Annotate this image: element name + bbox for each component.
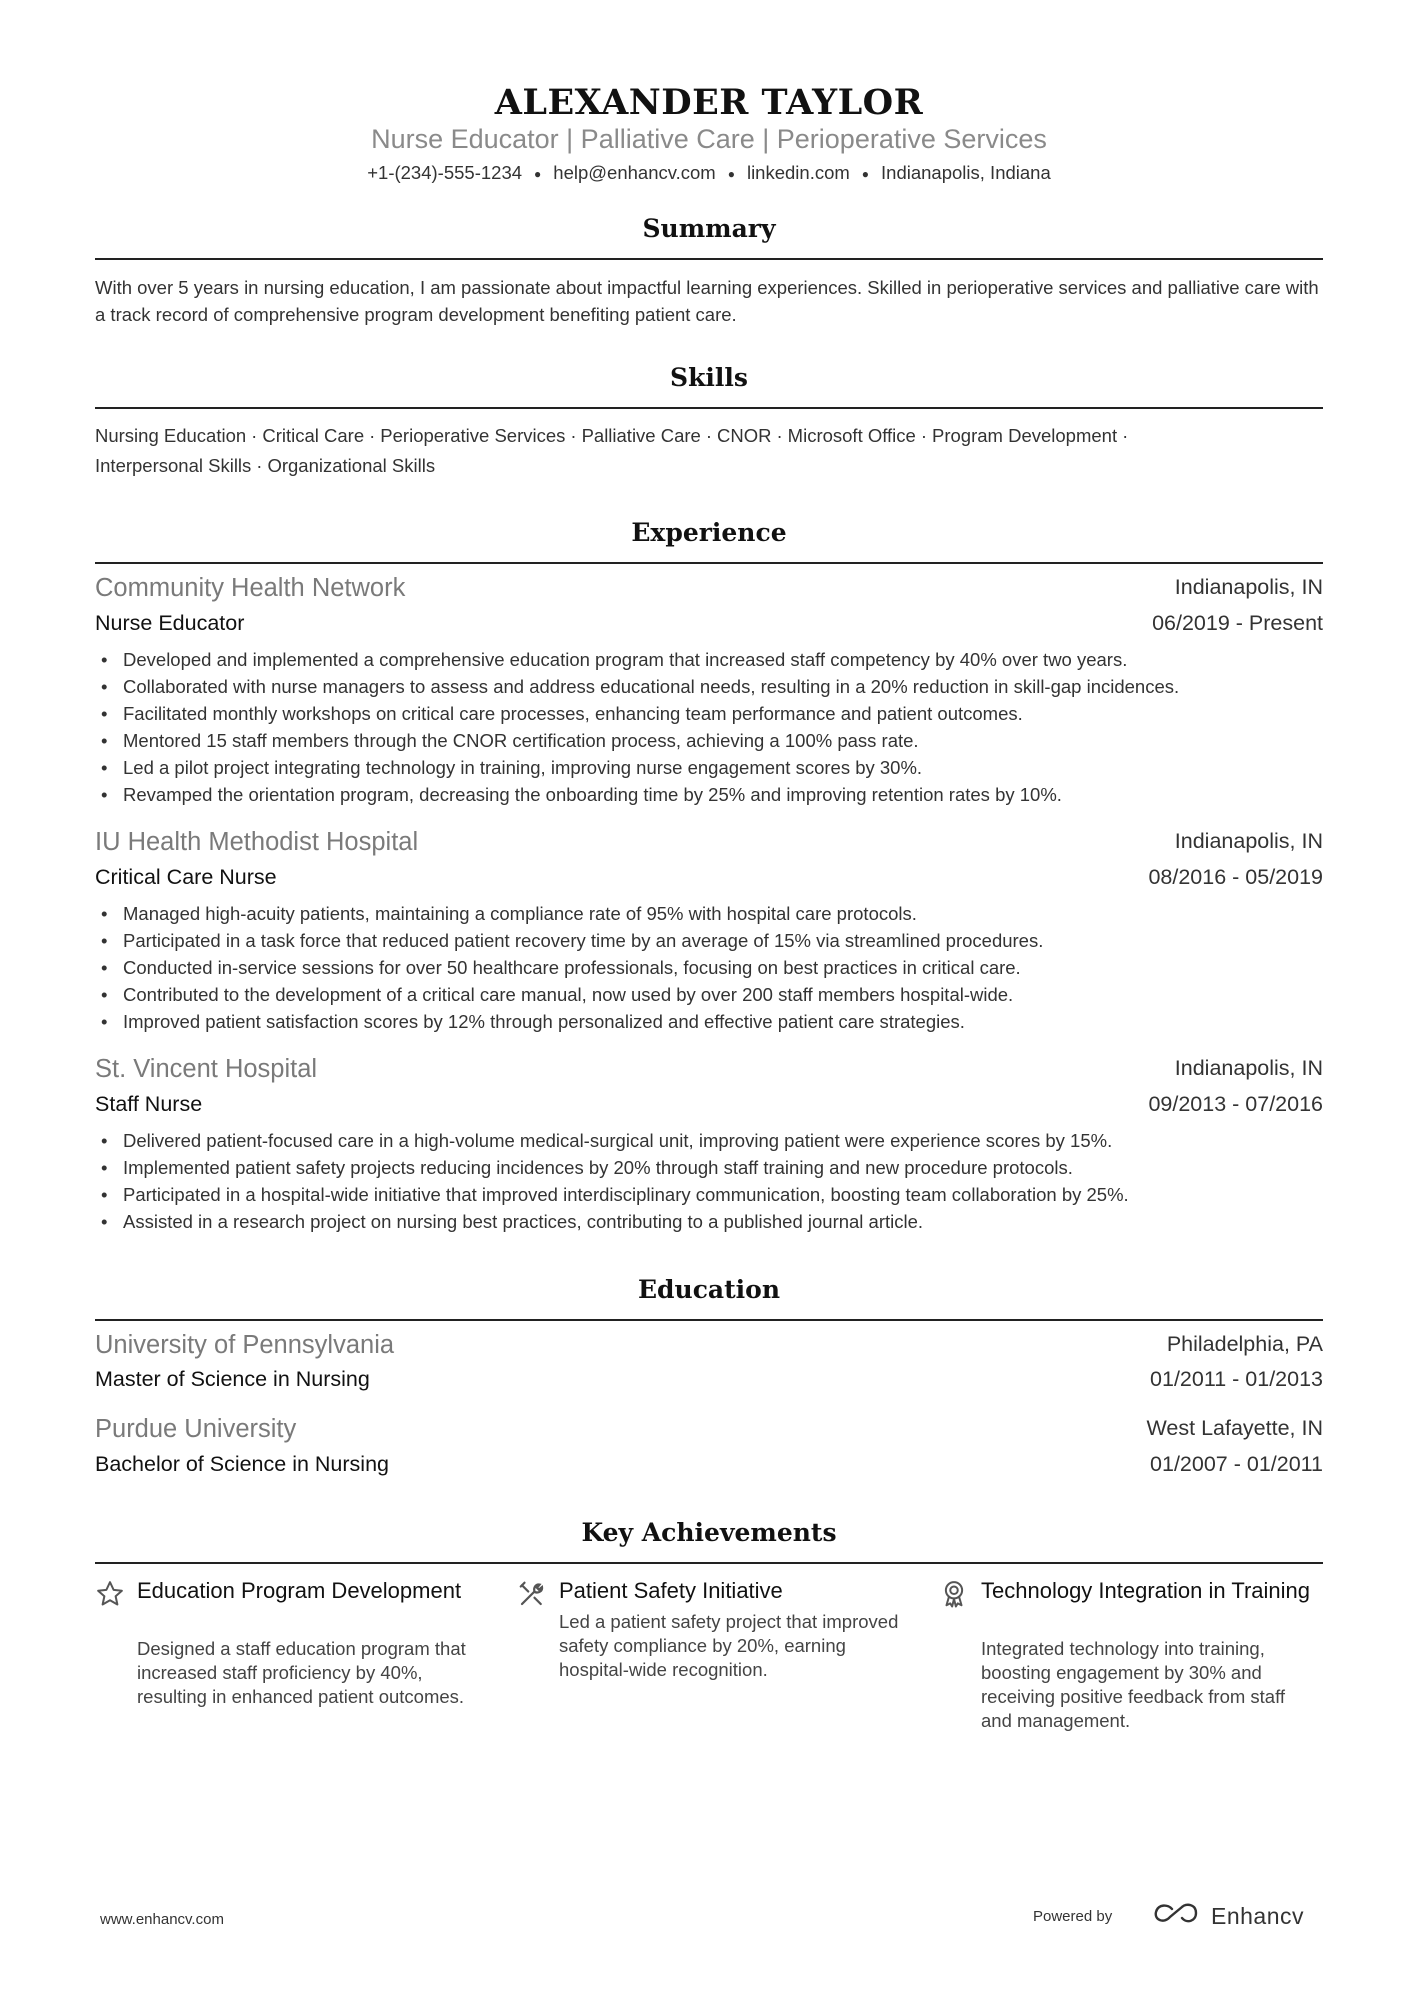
skill-item: Critical Care bbox=[262, 425, 365, 446]
job-bullets bbox=[95, 900, 1323, 1035]
job-location: Indianapolis, IN bbox=[1174, 575, 1323, 599]
list-item: • Facilitated monthly workshops on critical care processes, enhancing team performance and patient outcomes. bbox=[95, 700, 1323, 727]
achievements-divider bbox=[95, 1562, 1323, 1564]
contact-linkedin[interactable]: linkedin.com bbox=[746, 162, 850, 183]
summary-divider bbox=[95, 258, 1323, 260]
job-role: Nurse Educator bbox=[95, 611, 245, 635]
school-dates: 01/2007 - 01/2011 bbox=[1150, 1452, 1323, 1476]
tools-icon bbox=[517, 1579, 547, 1609]
school-location: Philadelphia, PA bbox=[1166, 1332, 1323, 1356]
candidate-title: Nurse Educator | Palliative Care | Perioperative Services bbox=[371, 124, 1047, 154]
list-item: • Developed and implemented a comprehensive education program that increased staff competency by 40% over two years. bbox=[95, 646, 1323, 673]
job-role: Staff Nurse bbox=[95, 1092, 203, 1116]
job-location: Indianapolis, IN bbox=[1174, 1056, 1323, 1080]
job-dates: 09/2013 - 07/2016 bbox=[1148, 1092, 1323, 1116]
list-item: • Mentored 15 staff members through the CNOR certification process, achieving a 100% pass rate. bbox=[95, 727, 1323, 754]
skill-item: Nursing Education bbox=[95, 425, 247, 446]
achievement-description: Integrated technology into training, boosting engagement by 30% and receiving positive feedback from staff and management. bbox=[981, 1638, 1286, 1731]
candidate-name: ALEXANDER TAYLOR bbox=[494, 82, 924, 123]
job-dates: 08/2016 - 05/2019 bbox=[1148, 865, 1323, 889]
contact-line bbox=[95, 162, 1323, 184]
skill-item: Microsoft Office bbox=[787, 425, 916, 446]
list-item: • Assisted in a research project on nursing best practices, contributing to a published journal article. bbox=[95, 1208, 1323, 1235]
skills-list bbox=[95, 421, 1323, 481]
contact-email[interactable]: help@enhancv.com bbox=[553, 162, 716, 183]
job-company: IU Health Methodist Hospital bbox=[95, 828, 419, 856]
education-divider bbox=[95, 1319, 1323, 1321]
achievement-title: Patient Safety Initiative bbox=[559, 1578, 783, 1603]
footer-url[interactable]: www.enhancv.com bbox=[100, 1911, 224, 1928]
skill-item: Interpersonal Skills bbox=[95, 455, 252, 476]
list-item: • Contributed to the development of a critical care manual, now used by over 200 staff members hospital-wide. bbox=[95, 981, 1323, 1008]
summary-text: With over 5 years in nursing education, I am passionate about impactful learning experiences. Skilled in perioperative services and palliative care with a track record of comprehensive program development benefiting patient care. bbox=[95, 277, 1319, 325]
list-item: • Participated in a hospital-wide initiative that improved interdisciplinary communication, boosting team collaboration by 25%. bbox=[95, 1181, 1323, 1208]
job-location: Indianapolis, IN bbox=[1174, 829, 1323, 853]
separator-dot: ● bbox=[861, 167, 870, 182]
job-company: St. Vincent Hospital bbox=[95, 1055, 318, 1083]
school-dates: 01/2011 - 01/2013 bbox=[1150, 1367, 1323, 1391]
skill-item: Organizational Skills bbox=[267, 455, 436, 476]
school-location: West Lafayette, IN bbox=[1146, 1416, 1323, 1440]
job-bullets bbox=[95, 1127, 1323, 1235]
achievement-description: Designed a staff education program that increased staff proficiency by 40%, resulting in enhanced patient outcomes. bbox=[137, 1638, 466, 1707]
achievements-heading: Key Achievements bbox=[581, 1518, 837, 1547]
job-company: Community Health Network bbox=[95, 574, 406, 602]
job-role: Critical Care Nurse bbox=[95, 865, 277, 889]
experience-heading: Experience bbox=[631, 518, 787, 547]
school-degree: Bachelor of Science in Nursing bbox=[95, 1452, 389, 1476]
star-icon bbox=[95, 1579, 125, 1609]
list-item: • Improved patient satisfaction scores by 12% through personalized and effective patient care strategies. bbox=[95, 1008, 1323, 1035]
list-item: • Collaborated with nurse managers to assess and address educational needs, resulting in a 20% reduction in skill-gap incidences. bbox=[95, 673, 1323, 700]
footer-powered-by: Powered by bbox=[1033, 1908, 1113, 1925]
education-heading: Education bbox=[637, 1275, 781, 1304]
achievement-title: Technology Integration in Training bbox=[981, 1578, 1310, 1603]
skills-line-2: Interpersonal Skills · Organizational Skills bbox=[95, 455, 436, 476]
school-degree: Master of Science in Nursing bbox=[95, 1367, 370, 1391]
award-icon bbox=[939, 1579, 969, 1609]
contact-phone[interactable]: +1-(234)-555-1234 bbox=[367, 162, 523, 183]
footer-brand[interactable]: Enhancv bbox=[1211, 1903, 1305, 1929]
skill-item: Program Development bbox=[932, 425, 1118, 446]
list-item: • Delivered patient-focused care in a high-volume medical-surgical unit, improving patient were experience scores by 15%. bbox=[95, 1127, 1323, 1154]
separator-dot: ● bbox=[727, 167, 735, 182]
skill-item: Perioperative Services bbox=[380, 425, 566, 446]
summary-heading: Summary bbox=[642, 214, 776, 243]
contact-location: Indianapolis, Indiana bbox=[881, 162, 1051, 183]
experience-divider bbox=[95, 562, 1323, 564]
skill-item: Palliative Care bbox=[581, 425, 701, 446]
list-item: • Led a pilot project integrating technology in training, improving nurse engagement scores by 30%. bbox=[95, 754, 1323, 781]
list-item: • Participated in a task force that reduced patient recovery time by an average of 15% via streamlined procedures. bbox=[95, 927, 1323, 954]
school-name: Purdue University bbox=[95, 1415, 297, 1443]
skills-heading: Skills bbox=[670, 363, 748, 392]
skills-divider bbox=[95, 407, 1323, 409]
job-bullets bbox=[95, 646, 1323, 808]
separator-dot: ● bbox=[534, 167, 542, 182]
list-item: • Revamped the orientation program, decreasing the onboarding time by 25% and improving retention rates by 10%. bbox=[95, 781, 1323, 808]
list-item: • Implemented patient safety projects reducing incidences by 20% through staff training and new procedure protocols. bbox=[95, 1154, 1323, 1181]
list-item: • Managed high-acuity patients, maintaining a compliance rate of 95% with hospital care protocols. bbox=[95, 900, 1323, 927]
achievement-description: Led a patient safety project that improved safety compliance by 20%, earning hospital-wide recognition. bbox=[559, 1611, 899, 1680]
job-dates: 06/2019 - Present bbox=[1152, 611, 1323, 635]
achievement-title: Education Program Development bbox=[137, 1578, 462, 1603]
skills-line-1: Nursing Education · Critical Care · Perioperative Services · Palliative Care · CNOR · Microsoft Office · Program Development · bbox=[95, 425, 1129, 446]
skill-item: CNOR bbox=[717, 425, 772, 446]
school-name: University of Pennsylvania bbox=[95, 1331, 395, 1359]
list-item: • Conducted in-service sessions for over 50 healthcare professionals, focusing on best practices in critical care. bbox=[95, 954, 1323, 981]
